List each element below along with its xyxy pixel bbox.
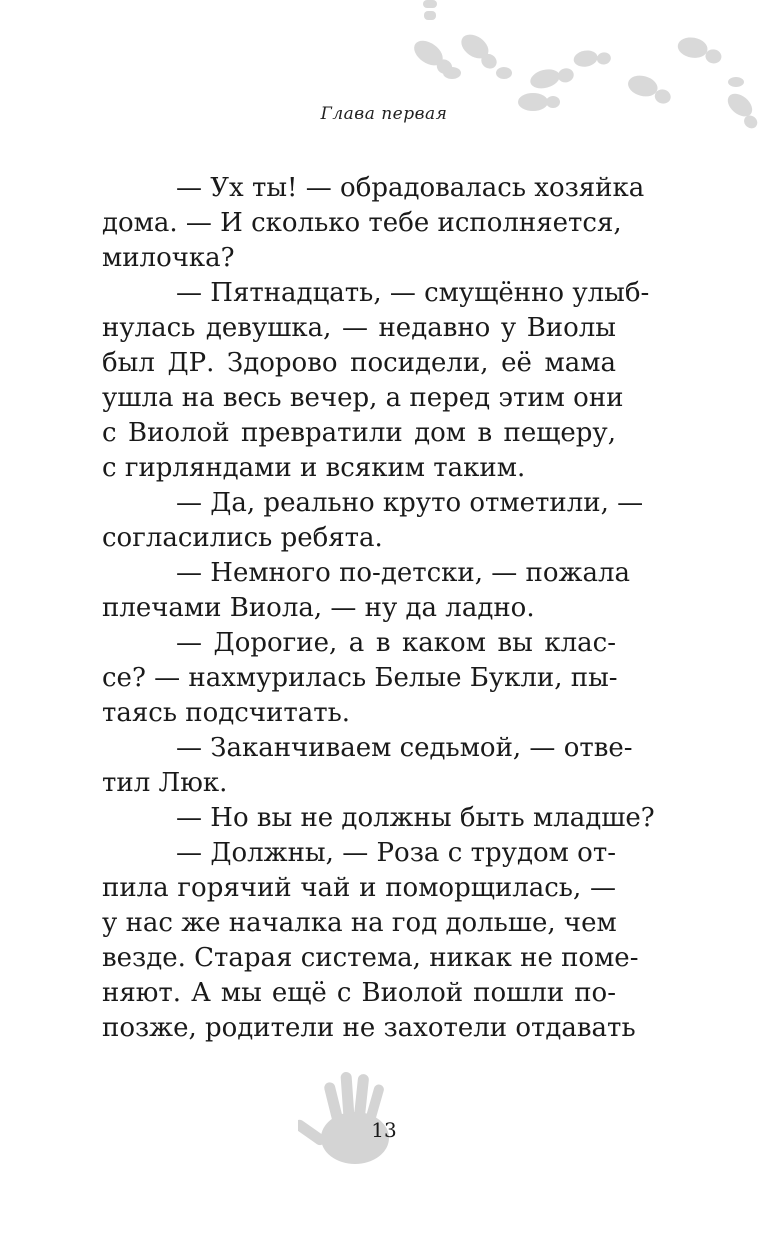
body-text (102, 171, 655, 1046)
text-line: позже, родители не захотели отдавать (102, 1013, 636, 1043)
text-line: ушла на весь вечер, а перед этим они (102, 383, 624, 413)
text-line: с Виолой превратили дом в пещеру, (102, 418, 616, 448)
text-line: — Да, реально круто отметили, — (176, 488, 644, 518)
text-line: — Немного по-детски, — пожала (176, 558, 630, 588)
text-line: дома. — И сколько тебе исполняется, (102, 208, 622, 238)
chapter-title: Глава первая (320, 104, 448, 124)
page-number: 13 (371, 1118, 397, 1142)
text-line: — Дорогие, а в каком вы клас- (176, 628, 616, 658)
text-line: — Должны, — Роза с трудом от- (176, 838, 616, 868)
text-line: с гирляндами и всяким таким. (102, 453, 526, 483)
text-line: пила горячий чай и поморщилась, — (102, 873, 616, 903)
text-line: был ДР. Здорово посидели, её мама (102, 348, 616, 378)
text-line: — Ух ты! — обрадовалась хозяйка (176, 173, 645, 203)
text-line: тил Люк. (102, 768, 228, 798)
text-line: плечами Виола, — ну да ладно. (102, 593, 535, 623)
text-line: — Заканчиваем седьмой, — отве- (176, 733, 633, 763)
text-line: милочка? (102, 243, 235, 273)
text-line: таясь подсчитать. (102, 698, 351, 728)
text-line: — Пятнадцать, — смущённо улыб- (176, 278, 650, 308)
text-line: нулась девушка, — недавно у Виолы (102, 313, 616, 343)
text-line: се? — нахмурилась Белые Букли, пы- (102, 663, 618, 693)
text-line: везде. Старая система, никак не поме- (102, 943, 639, 973)
text-line: — Но вы не должны быть младше? (176, 803, 655, 833)
text-line: согласились ребята. (102, 523, 383, 553)
text-line: няют. А мы ещё с Виолой пошли по- (102, 978, 616, 1008)
text-line: у нас же началка на год дольше, чем (102, 908, 617, 938)
